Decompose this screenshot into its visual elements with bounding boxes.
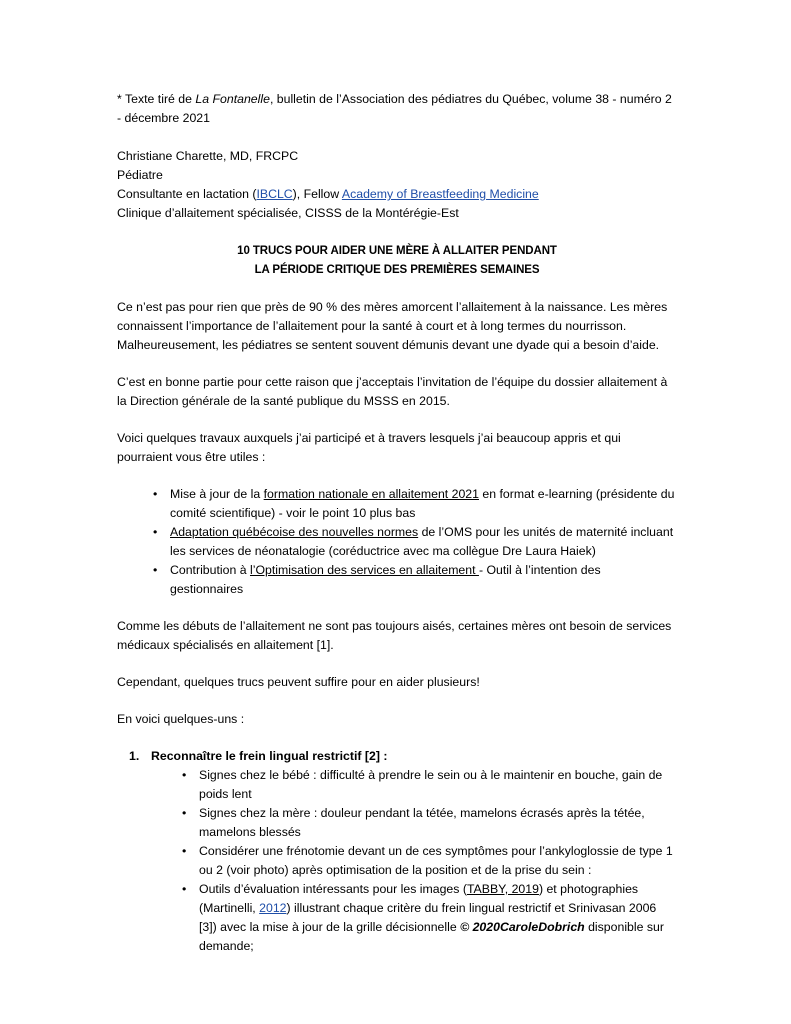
ibclc-link[interactable]: IBCLC [256, 187, 293, 201]
bullet1-pre: Mise à jour de la [170, 487, 264, 501]
tabby-link[interactable]: TABBY, 2019 [466, 882, 539, 896]
paragraph-services: Comme les débuts de l’allaitement ne sont pas toujours aisés, certaines mères ont besoin de services médicaux spécialisés en allaitement [1]. [117, 619, 672, 652]
list-item [170, 523, 677, 561]
item-number: 1. [129, 749, 140, 763]
bullet3-post: - Outil à l’intention des gestionnaires [170, 563, 601, 596]
tips-list [117, 747, 677, 956]
author-role: Pédiatre [117, 168, 163, 182]
optimisation-link[interactable]: l’Optimisation des services en allaitement [249, 563, 479, 577]
sub4-post: disponible sur demande; [199, 920, 664, 953]
list-item [170, 561, 677, 599]
author-name: Christiane Charette, MD, FRCPC [117, 149, 299, 163]
paragraph-some: En voici quelques-uns : [117, 712, 245, 726]
sub4-pre: Outils d’évaluation intéressants pour les images ( [199, 882, 467, 896]
article-title-line-2: LA PÉRIODE CRITIQUE DES PREMIÈRES SEMAINES [254, 264, 540, 276]
source-note [117, 90, 677, 128]
sub4-mid1: ) et photographies (Martinelli, [199, 882, 639, 915]
article-title-line-1: 10 TRUCS POUR AIDER UNE MÈRE À ALLAITER PENDANT [237, 245, 557, 257]
bullet2-post: de l’OMS pour les unités de maternité incluant les services de néonatalogie (coréductrice avec ma collègue Dre Laura Haiek) [170, 525, 674, 558]
list-item [199, 880, 677, 956]
paragraph-works: Voici quelques travaux auxquels j’ai participé et à travers lesquels j’ai beaucoup appris et qui pourraient vous être utiles : [117, 431, 621, 464]
source-note-post: , bulletin de l’Association des pédiatres du Québec, volume 38 - numéro 2 - décembre 2021 [117, 92, 672, 125]
sub4-mid2: ) illustrant chaque critère du frein lingual restrictif et Srinivasan 2006 [3]) avec la mise à jour de la grille décisionnelle [199, 901, 657, 934]
consult-mid: ), Fellow [292, 187, 342, 201]
tip-title: Reconnaître le frein lingual restrictif [151, 749, 362, 763]
works-list [117, 485, 677, 599]
bulletin-title: La Fontanelle [195, 92, 270, 106]
source-star: * [117, 92, 122, 106]
author-consult [117, 185, 677, 204]
bullet3-pre: Contribution à [170, 563, 250, 577]
paragraph-invitation: C’est en bonne partie pour cette raison que j’acceptais l’invitation de l’équipe du dossier allaitement à la Direction générale de la santé publique du MSSS en 2015. [117, 375, 668, 408]
formation-link[interactable]: formation nationale en allaitement 2021 [263, 487, 479, 501]
paragraph-intro: Ce n’est pas pour rien que près de 90 % des mères amorcent l’allaitement à la naissance. Les mères connaissent l’importance de l’allaitement pour la santé à court et à long termes du nourrisson. Malheureusement, les pédiatres se sentent souvent démunis devant une dyade qui a besoin d’aide. [117, 300, 668, 352]
tip-ref: [2] : [361, 749, 388, 763]
martinelli-link[interactable]: 2012 [259, 901, 287, 915]
source-note-pre: Texte tiré de [121, 92, 196, 106]
tip-sublist [151, 766, 677, 956]
list-item: • Considérer une frénotomie devant un de ces symptômes pour l’ankyloglossie de type 1 ou 2 (voir photo) après optimisation de la position et de la prise du sein : [199, 842, 677, 880]
adaptation-link[interactable]: Adaptation québécoise des nouvelles normes [170, 525, 419, 539]
document-page [117, 90, 677, 956]
list-item [170, 485, 677, 523]
list-item [129, 747, 677, 956]
list-item: • Signes chez le bébé : difficulté à prendre le sein ou à le maintenir en bouche, gain de poids lent [199, 766, 677, 804]
author-clinic: Clinique d’allaitement spécialisée, CISSS de la Montérégie-Est [117, 206, 459, 220]
consult-pre: Consultante en lactation ( [117, 187, 257, 201]
academy-link[interactable]: Academy of Breastfeeding Medicine [341, 187, 539, 201]
paragraph-tips: Cependant, quelques trucs peuvent suffire pour en aider plusieurs! [117, 675, 480, 689]
bullet1-post: en format e-learning (présidente du comité scientifique) - voir le point 10 plus bas [170, 487, 675, 520]
copyright-note: © 2020CaroleDobrich [460, 920, 585, 934]
list-item: • Signes chez la mère : douleur pendant la tétée, mamelons écrasés après la tétée, mamelons blessés [199, 804, 677, 842]
